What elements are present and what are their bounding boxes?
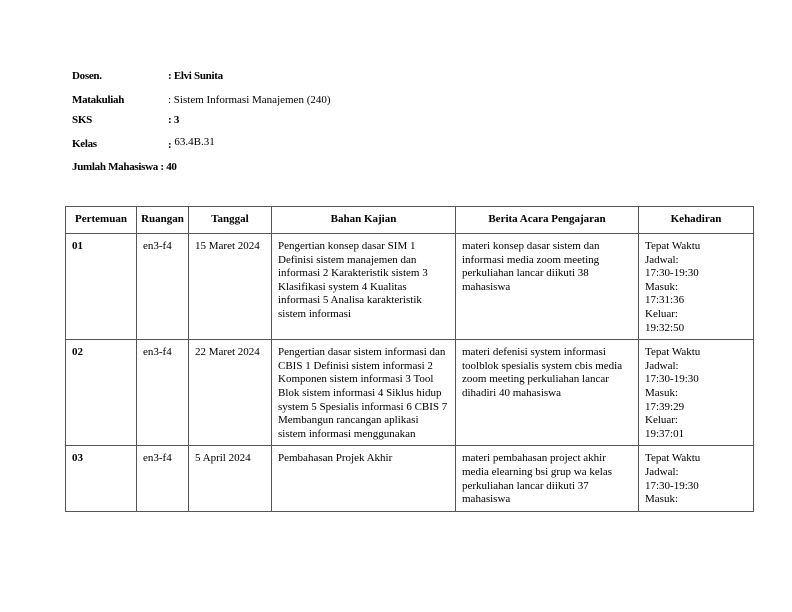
kelas-value-prefix: : bbox=[168, 139, 175, 151]
table-header-row bbox=[66, 207, 754, 234]
kehadiran-jadwal-label: Jadwal: bbox=[645, 253, 679, 266]
sks-value: : 3 bbox=[168, 114, 180, 126]
kelas-label: Kelas bbox=[72, 138, 97, 150]
kehadiran-jadwal-label: Jadwal: bbox=[645, 465, 679, 478]
cell-pertemuan: 03 bbox=[66, 446, 137, 511]
attendance-table bbox=[65, 206, 754, 512]
kehadiran-masuk: 17:39:29 bbox=[645, 400, 685, 413]
kehadiran-keluar-label: Keluar: bbox=[645, 414, 678, 427]
cell-bahan-kajian: Pengertian dasar sistem informasi dan CBIS 1 Definisi sistem informasi 2 Komponen sistem informasi 3 Tool Blok sistem informasi 4 Siklus hidup system 5 Spesialis informasi 6 CBIS 7 Membangun rancangan aplikasi sistem informasi menggunakan bbox=[272, 340, 456, 446]
cell-kehadiran bbox=[639, 446, 754, 511]
matakuliah-value: : Sistem Informasi Manajemen (240) bbox=[168, 94, 331, 106]
kehadiran-status: Tepat Waktu bbox=[645, 452, 701, 465]
col-header-bahan-kajian: Bahan Kajian bbox=[272, 207, 456, 234]
kehadiran-status: Tepat Waktu bbox=[645, 346, 701, 359]
cell-ruangan: en3-f4 bbox=[137, 340, 189, 446]
table-row bbox=[66, 446, 754, 511]
jumlah-row bbox=[72, 161, 177, 173]
cell-berita-acara: materi defenisi system informasi toolblok spesialis system cbis media zoom meeting perkuliahan lancar dihadiri 40 mahasiswa bbox=[456, 340, 639, 446]
col-header-tanggal: Tanggal bbox=[189, 207, 272, 234]
table-row bbox=[66, 340, 754, 446]
col-header-pertemuan: Pertemuan bbox=[66, 207, 137, 234]
sks-label: SKS bbox=[72, 114, 92, 126]
dosen-label: Dosen. bbox=[72, 70, 102, 82]
cell-bahan-kajian: Pembahasan Projek Akhir bbox=[272, 446, 456, 511]
cell-tanggal: 15 Maret 2024 bbox=[189, 234, 272, 340]
cell-pertemuan: 01 bbox=[66, 234, 137, 340]
kehadiran-jadwal: 17:30-19:30 bbox=[645, 373, 699, 386]
kelas-value-text: 63.4B.31 bbox=[174, 136, 215, 148]
kehadiran-keluar: 19:32:50 bbox=[645, 321, 685, 334]
cell-tanggal: 22 Maret 2024 bbox=[189, 340, 272, 446]
kehadiran-status: Tepat Waktu bbox=[645, 240, 701, 252]
kehadiran-masuk: 17:31:36 bbox=[645, 294, 685, 307]
kehadiran-jadwal-label: Jadwal: bbox=[645, 359, 679, 372]
jumlah-mahasiswa: Jumlah Mahasiswa : 40 bbox=[72, 161, 177, 173]
cell-bahan-kajian: Pengertian konsep dasar SIM 1 Definisi sistem manajemen dan informasi 2 Karakteristik sistem 3 Klasifikasi system 4 Kualitas informasi 5 Analisa karakteristik sistem informasi bbox=[272, 234, 456, 340]
kehadiran-keluar-label: Keluar: bbox=[645, 307, 678, 320]
cell-tanggal: 5 April 2024 bbox=[189, 446, 272, 511]
col-header-kehadiran: Kehadiran bbox=[639, 207, 754, 234]
col-header-berita-acara: Berita Acara Pengajaran bbox=[456, 207, 639, 234]
cell-kehadiran bbox=[639, 234, 754, 340]
kehadiran-jadwal: 17:30-19:30 bbox=[645, 479, 699, 492]
kehadiran-masuk-label: Masuk: bbox=[645, 386, 678, 399]
cell-berita-acara: materi pembahasan project akhir media elearning bsi grup wa kelas perkuliahan lancar diikuti 37 mahasiswa bbox=[456, 446, 639, 511]
dosen-value: : Elvi Sunita bbox=[168, 70, 223, 82]
col-header-ruangan: Ruangan bbox=[137, 207, 189, 234]
kelas-value bbox=[168, 136, 215, 151]
cell-berita-acara: materi konsep dasar sistem dan informasi media zoom meeting perkuliahan lancar diikuti 38 mahasiswa bbox=[456, 234, 639, 340]
table-row bbox=[66, 234, 754, 340]
kehadiran-keluar: 19:37:01 bbox=[645, 427, 685, 440]
matakuliah-label: Matakuliah bbox=[72, 94, 125, 106]
cell-pertemuan: 02 bbox=[66, 340, 137, 446]
cell-ruangan: en3-f4 bbox=[137, 446, 189, 511]
cell-ruangan: en3-f4 bbox=[137, 234, 189, 340]
cell-kehadiran bbox=[639, 340, 754, 446]
kehadiran-jadwal: 17:30-19:30 bbox=[645, 267, 699, 280]
kehadiran-masuk-label: Masuk: bbox=[645, 280, 678, 293]
kehadiran-masuk-label: Masuk: bbox=[645, 493, 678, 506]
